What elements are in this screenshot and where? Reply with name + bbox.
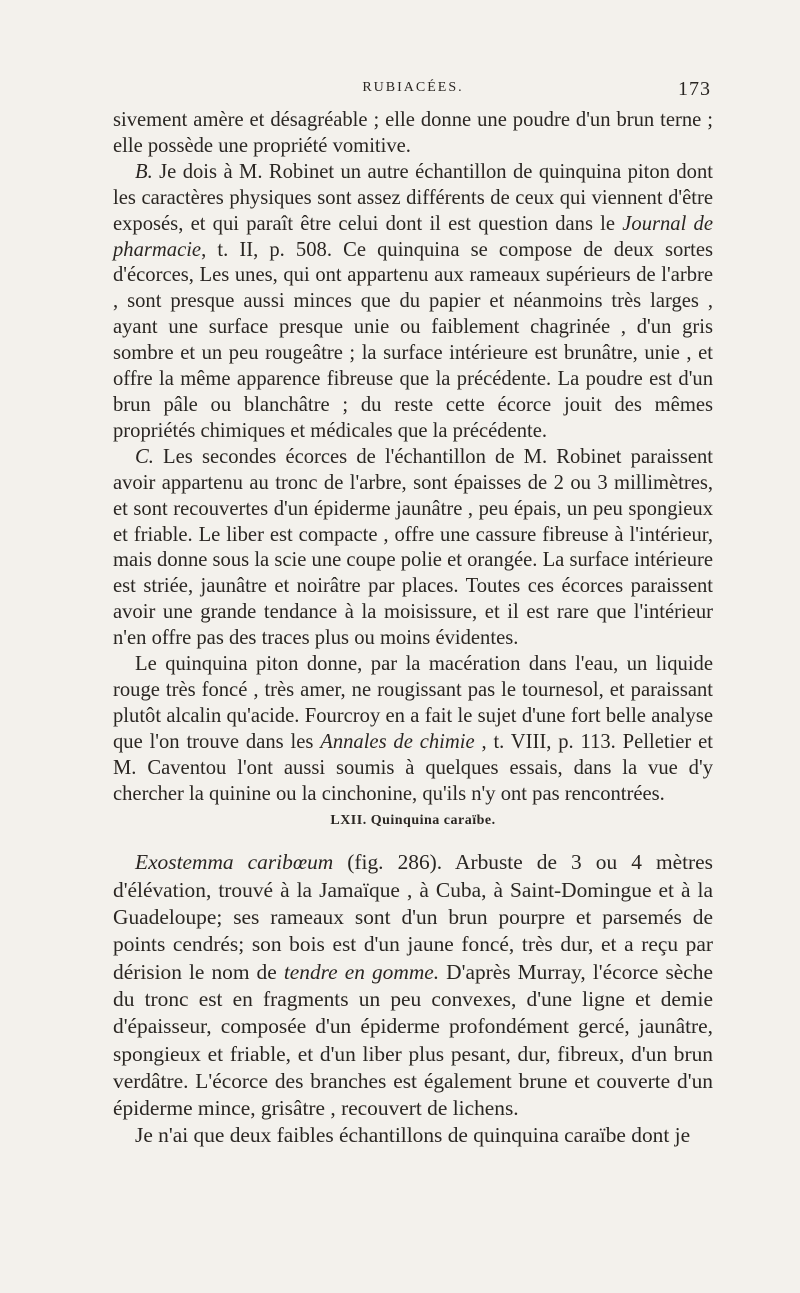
common-name: tendre en gomme. bbox=[283, 959, 440, 984]
journal-title: Journal de pharmacie bbox=[113, 212, 713, 261]
paragraph-text: D'après Murray, l'écorce sèche du tronc est en fragments un peu convexes, d'une ligne et demie d'épaisseur, composée d'un épiderme profondément gercé, jaunâtre, spongieux et friable, et d'un liber plus pesant, dur, fibreux, d'un brun verdâtre. L'écorce des branches est également brune et couverte d'un épiderme mince, grisâtre , recouvert de lichens. bbox=[113, 959, 713, 1121]
paragraph-text: Les secondes écorces de l'échantillon de M. Robinet paraissent avoir appartenu au tronc de l'arbre, sont épaisses de 2 ou 3 millimètres, et sont recouvertes d'un épiderme jaunâtre , peu épais, un peu spongieux et friable. Le liber est compacte , offre une cassure fibreuse à l'intérieur, mais donne sous la scie une coupe polie et orangée. La surface intérieure est striée, jaunâtre et noirâtre par places. Toutes ces écorces paraissent avoir une grande tendance à la moisissure, et il est rare que l'intérieur n'en offre pas des traces plus ou moins évidentes. bbox=[113, 445, 713, 650]
paragraph-piton-maceration bbox=[113, 652, 713, 807]
paragraph-text: Le quinquina piton donne, par la macération dans l'eau, un liquide rouge très foncé , très amer, ne rougissant pas le tournesol, et paraissant plutôt alcalin qu'acide. Fourcroy en a fait le sujet d'une fort belle analyse que l'on trouve dans les bbox=[113, 653, 713, 753]
section-body bbox=[113, 849, 713, 1149]
running-head bbox=[113, 78, 713, 108]
section-heading: LXII. Quinquina caraïbe. bbox=[330, 813, 496, 829]
paragraph-samples bbox=[113, 1122, 713, 1149]
running-title: RUBIACÉES. bbox=[362, 80, 464, 95]
paragraph-b bbox=[113, 160, 713, 445]
paragraph-text: Je dois à M. Robinet un autre échantillon de quinquina piton dont les caractères physiques sont assez différents de ceux qui viennent d'être exposés, et qui paraît être celui dont il est question dans le bbox=[113, 160, 713, 235]
journal-title: Annales de chimie bbox=[320, 730, 475, 753]
paragraph-text: Je n'ai que deux faibles échantillons de quinquina caraïbe dont je bbox=[135, 1123, 691, 1148]
paragraph-text: sivement amère et désagréable ; elle donne une poudre d'un brun terne ; elle possède une propriété vomitive. bbox=[113, 109, 713, 157]
species-name: Exostemma caribœum bbox=[135, 850, 334, 875]
paragraph-text: , t. VIII, p. 113. Pelletier et M. Caventou l'ont aussi soumis à quelques essais, dans la vue d'y chercher la quinine ou la cinchonine, qu'ils n'y ont pas rencontrées. bbox=[113, 730, 713, 805]
paragraph-text: (fig. 286). Arbuste de 3 ou 4 mètres d'élévation, trouvé à la Jamaïque , à Cuba, à Saint-Domingue et à la Guadeloupe; ses rameaux sont d'un brun pourpre et parsemés de points cendrés; son bois est d'un jaune foncé, très dur, et a reçu par dérision le nom de bbox=[113, 850, 713, 984]
paragraph-lead-letter: C. bbox=[135, 445, 154, 468]
page-number: 173 bbox=[678, 78, 711, 100]
paragraph-exostemma bbox=[113, 849, 713, 1122]
paragraph-lead-letter: B. bbox=[135, 160, 153, 183]
paragraph-continuation bbox=[113, 108, 713, 160]
book-page bbox=[113, 78, 713, 1150]
paragraph-text: , t. II, p. 508. Ce quinquina se compose de deux sortes d'écorces, Les unes, qui ont appartenu aux rameaux supérieurs de l'arbre , sont presque aussi minces que du papier et néanmoins très larges , ayant une surface presque unie ou faiblement chagrinée , d'un gris sombre et un peu rougeâtre ; la surface intérieure est brunâtre, unie , et offre la même apparence fibreuse que la précédente. La poudre est d'un brun pâle ou blanchâtre ; du reste cette écorce jouit des mêmes propriétés chimiques et médicales que la précédente. bbox=[113, 238, 713, 442]
paragraph-c bbox=[113, 445, 713, 652]
